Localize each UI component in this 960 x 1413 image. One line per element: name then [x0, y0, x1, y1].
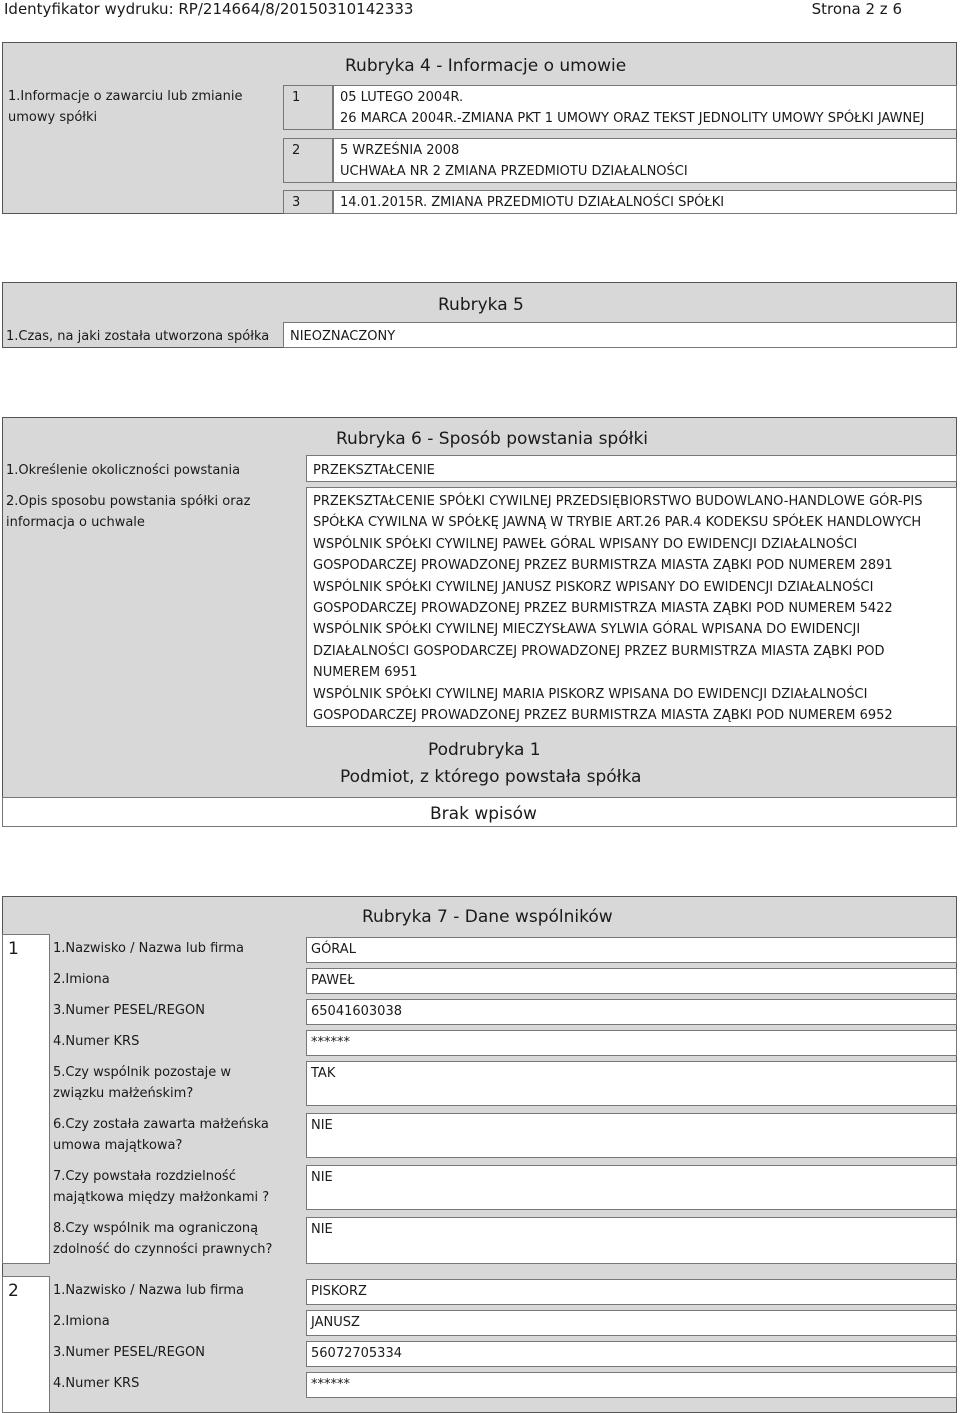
entry-number: 1 — [292, 90, 301, 105]
print-identifier: Identyfikator wydruku: RP/214664/8/20150310142333 — [4, 0, 414, 18]
description-line: GOSPODARCZEJ PROWADZONEJ PRZEZ BURMISTRZA MIASTA ZĄBKI POD NUMEREM 5422 — [313, 601, 893, 616]
partner-field-value-cell — [306, 968, 957, 994]
partner-field-label: 3.Numer PESEL/REGON — [53, 1003, 205, 1018]
partner-field-value: PAWEŁ — [311, 973, 355, 988]
partner-field-value: PISKORZ — [311, 1284, 367, 1299]
description-line: WSPÓLNIK SPÓŁKI CYWILNEJ MIECZYSŁAWA SYLWIA GÓRAL WPISANA DO EWIDENCJI — [313, 622, 861, 638]
partner-field-label: 2.Imiona — [53, 1314, 110, 1329]
rubryka-5-label: 1.Czas, na jaki została utworzona spółka — [6, 329, 270, 344]
partner-field-label: 2.Imiona — [53, 972, 110, 987]
partner-field-value: NIE — [311, 1170, 333, 1185]
partner-field-label: 8.Czy wspólnik ma ograniczoną zdolność do czynności prawnych? — [53, 1221, 273, 1257]
partner-field-label: 5.Czy wspólnik pozostaje w związku małżeńskim? — [53, 1065, 232, 1101]
subsection-empty-text: Brak wpisów — [430, 804, 537, 824]
partner-field-value: GÓRAL — [311, 942, 356, 957]
partner-field-value: 65041603038 — [311, 1004, 402, 1019]
description-line: WSPÓLNIK SPÓŁKI CYWILNEJ PAWEŁ GÓRAL WPISANY DO EWIDENCJI DZIAŁALNOŚCI — [313, 536, 858, 552]
rubryka-5-title: Rubryka 5 — [438, 295, 524, 315]
partner-field-value: ****** — [311, 1035, 350, 1050]
partner-field-value: ****** — [311, 1377, 350, 1392]
description-line: DZIAŁALNOŚCI GOSPODARCZEJ PROWADZONEJ PRZEZ BURMISTRZA MIASTA ZĄBKI POD — [313, 643, 885, 659]
partner-field-value-cell — [306, 937, 957, 963]
entry-number-cell — [283, 190, 333, 214]
page-number: Strona 2 z 6 — [811, 0, 902, 18]
description-line: SPÓŁKA CYWILNA W SPÓŁKĘ JAWNĄ W TRYBIE ART.26 PAR.4 KODEKSU SPÓŁEK HANDLOWYCH — [313, 515, 922, 531]
partner-field-value-cell — [306, 1061, 957, 1106]
partner-field-label: 7.Czy powstała rozdzielność majątkowa między małżonkami ? — [53, 1169, 270, 1205]
rubryka-6-label-1: 1.Określenie okoliczności powstania — [6, 463, 241, 478]
description-line: WSPÓLNIK SPÓŁKI CYWILNEJ MARIA PISKORZ WPISANA DO EWIDENCJI DZIAŁALNOŚCI — [313, 686, 868, 702]
partner-field-value: NIE — [311, 1118, 333, 1133]
entry-number: 2 — [292, 143, 301, 158]
partner-field-label: 3.Numer PESEL/REGON — [53, 1345, 205, 1360]
description-line: GOSPODARCZEJ PROWADZONEJ PRZEZ BURMISTRZA MIASTA ZĄBKI POD NUMEREM 6952 — [313, 708, 893, 723]
partner-field-value: NIE — [311, 1222, 333, 1237]
entry-line: 26 MARCA 2004R.-ZMIANA PKT 1 UMOWY ORAZ TEKST JEDNOLITY UMOWY SPÓŁKI JAWNEJ — [340, 111, 925, 126]
rubryka-4-label: 1.Informacje o zawarciu lub zmianie umowy spółki — [8, 89, 243, 125]
partner-field-value-cell — [306, 1310, 957, 1336]
entry-line: 5 WRZEŚNIA 2008 — [340, 143, 460, 158]
partner-field-value: JANUSZ — [311, 1315, 360, 1330]
entry-line: 05 LUTEGO 2004R. — [340, 90, 464, 105]
partner-field-value: 56072705334 — [311, 1346, 402, 1361]
partner-field-value-cell — [306, 1217, 957, 1264]
description-line: GOSPODARCZEJ PROWADZONEJ PRZEZ BURMISTRZA MIASTA ZĄBKI POD NUMEREM 2891 — [313, 558, 893, 574]
partner-field-value-cell — [306, 1372, 957, 1398]
partner-number: 2 — [8, 1281, 19, 1301]
partner-field-label: 1.Nazwisko / Nazwa lub firma — [53, 941, 245, 956]
rubryka-6-label-2: 2.Opis sposobu powstania spółki oraz informacja o uchwale — [6, 494, 251, 530]
rubryka-6-title: Rubryka 6 - Sposób powstania spółki — [336, 429, 649, 449]
description-line: NUMEREM 6951 — [313, 665, 418, 681]
rubryka-4-title: Rubryka 4 - Informacje o umowie — [345, 56, 627, 76]
entry-number-cell — [283, 138, 333, 183]
description-line: PRZEKSZTAŁCENIE SPÓŁKI CYWILNEJ PRZEDSIĘBIORSTWO BUDOWLANO-HANDLOWE GÓR-PIS — [313, 494, 923, 509]
partner-field-value-cell — [306, 1030, 957, 1056]
partner-field-label: 4.Numer KRS — [53, 1376, 140, 1391]
entry-line: 14.01.2015R. ZMIANA PRZEDMIOTU DZIAŁALNOŚCI SPÓŁKI — [340, 195, 725, 210]
rubryka-5-value: NIEOZNACZONY — [290, 329, 396, 344]
partner-field-value: TAK — [311, 1066, 336, 1081]
partner-field-label: 6.Czy została zawarta małżeńska umowa majątkowa? — [53, 1117, 269, 1153]
partner-number: 1 — [8, 939, 19, 959]
entry-number: 3 — [292, 195, 301, 210]
entry-line: UCHWAŁA NR 2 ZMIANA PRZEDMIOTU DZIAŁALNOŚCI — [340, 164, 688, 179]
subsection-subtitle: Podmiot, z którego powstała spółka — [340, 767, 642, 787]
rubryka-7-title: Rubryka 7 - Dane wspólników — [362, 907, 613, 927]
description-line: WSPÓLNIK SPÓŁKI CYWILNEJ JANUSZ PISKORZ WPISANY DO EWIDENCJI DZIAŁALNOŚCI — [313, 579, 874, 595]
partner-field-value-cell — [306, 1113, 957, 1158]
partner-field-value-cell — [306, 1279, 957, 1305]
partner-field-label: 1.Nazwisko / Nazwa lub firma — [53, 1283, 245, 1298]
rubryka-6-value-1: PRZEKSZTAŁCENIE — [313, 463, 435, 478]
partner-field-label: 4.Numer KRS — [53, 1034, 140, 1049]
entry-number-cell — [283, 85, 333, 130]
subsection-title: Podrubryka 1 — [428, 740, 541, 760]
partner-1-number-cell — [2, 934, 50, 1264]
partner-field-value-cell — [306, 999, 957, 1025]
partner-field-value-cell — [306, 1165, 957, 1210]
partner-field-value-cell — [306, 1341, 957, 1367]
